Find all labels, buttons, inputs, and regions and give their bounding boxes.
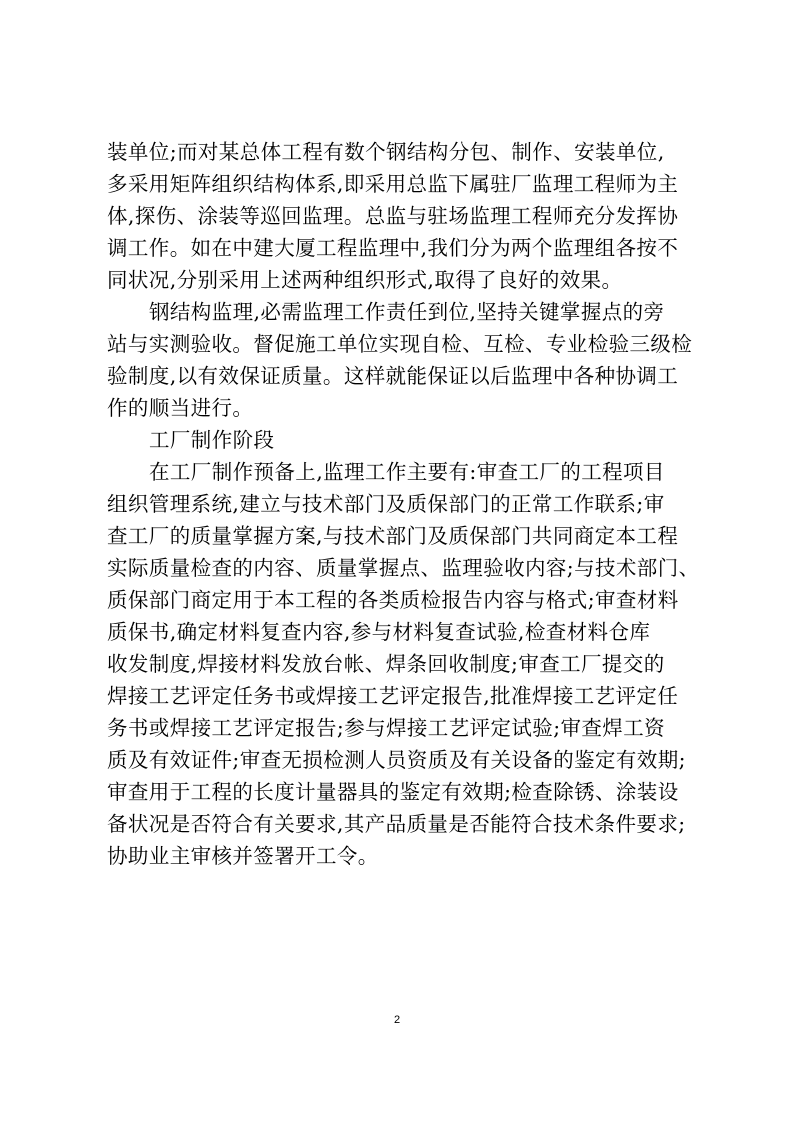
text-line: 收发制度,焊接材料发放台帐、焊条回收制度;审查工厂提交的	[107, 652, 665, 676]
text-line: 作的顺当进行。	[107, 396, 254, 420]
section-heading: 工厂制作阶段	[149, 428, 275, 452]
page-number: 2	[393, 1014, 401, 1026]
text-line: 审查用于工程的长度计量器具的鉴定有效期;检查除锈、涂装设	[107, 780, 679, 804]
text-line: 焊接工艺评定任务书或焊接工艺评定报告,批准焊接工艺评定任	[107, 684, 679, 708]
body-text	[107, 136, 700, 872]
text-line: 同状况,分别采用上述两种组织形式,取得了良好的效果。	[107, 268, 623, 292]
text-line: 调工作。如在中建大厦工程监理中,我们分为两个监理组各按不	[107, 236, 679, 260]
text-line: 装单位;而对某总体工程有数个钢结构分包、制作、安装单位,	[107, 140, 665, 164]
text-line: 组织管理系统,建立与技术部门及质保部门的正常工作联系;审	[107, 492, 665, 516]
text-line: 体,探伤、涂装等巡回监理。总监与驻场监理工程师充分发挥协	[107, 204, 679, 228]
text-line: 多采用矩阵组织结构体系,即采用总监下属驻厂监理工程师为主	[107, 172, 679, 196]
text-line: 备状况是否符合有关要求,其产品质量是否能符合技术条件要求;	[107, 812, 686, 836]
text-line: 协助业主审核并签署开工令。	[107, 844, 379, 868]
text-line: 务书或焊接工艺评定报告;参与焊接工艺评定试验;审查焊工资	[107, 716, 666, 740]
text-line: 实际质量检查的内容、质量掌握点、监理验收内容;与技术部门、	[107, 556, 700, 580]
text-line: 质及有效证件;审查无损检测人员资质及有关设备的鉴定有效期;	[107, 748, 686, 772]
text-line: 站与实测验收。督促施工单位实现自检、互检、专业检验三级检	[107, 332, 693, 356]
paragraph-start-line: 钢结构监理,必需监理工作责任到位,坚持关键掌握点的旁	[149, 300, 665, 324]
text-line: 质保部门商定用于本工程的各类质检报告内容与格式;审查材料	[107, 588, 679, 612]
text-line: 质保书,确定材料复查内容,参与材料复查试验,检查材料仓库	[107, 620, 651, 644]
text-line: 查工厂的质量掌握方案,与技术部门及质保部门共同商定本工程	[107, 524, 679, 548]
paragraph-start-line: 在工厂制作预备上,监理工作主要有:审查工厂的工程项目	[149, 460, 665, 484]
text-line: 验制度,以有效保证质量。这样就能保证以后监理中各种协调工	[107, 364, 679, 388]
